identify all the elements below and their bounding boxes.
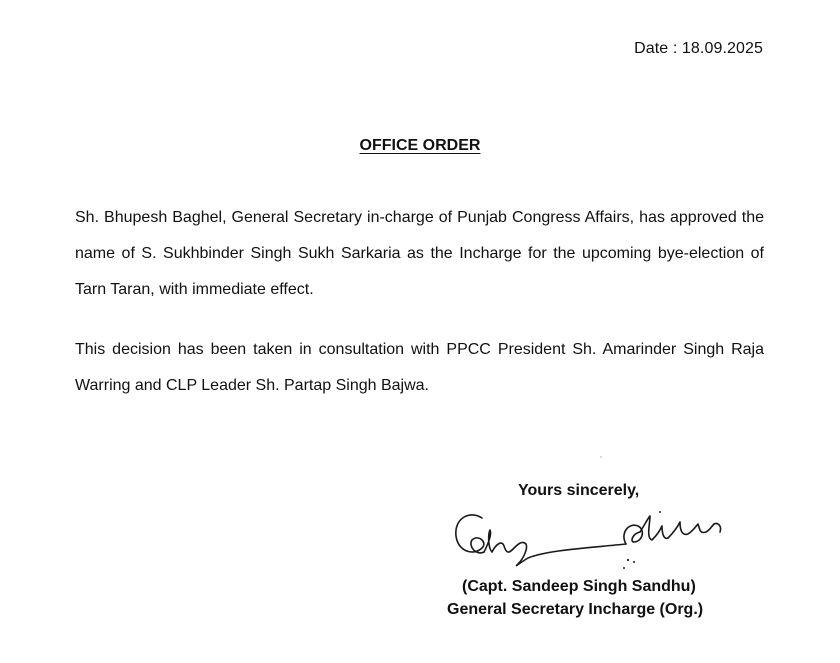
closing-salutation: Yours sincerely, <box>518 482 640 499</box>
order-paragraph-2: This decision has been taken in consultation with PPCC President Sh. Amarinder Singh Raja Warring and CLP Leader Sh. Partap Singh Bajwa. <box>75 341 764 394</box>
scan-speck <box>600 456 602 458</box>
order-paragraph-1: Sh. Bhupesh Baghel, General Secretary in-charge of Punjab Congress Affairs, has approved the name of S. Sukhbinder Singh Sukh Sarkaria as the Incharge for the upcoming bye-election of Tarn Taran, with immediate effect. <box>75 209 764 298</box>
signature-icon <box>448 504 738 576</box>
signatory-designation: General Secretary Incharge (Org.) <box>447 601 704 618</box>
document-title: OFFICE ORDER <box>359 137 481 154</box>
signatory-name: (Capt. Sandeep Singh Sandhu) <box>462 578 696 595</box>
order-date: Date : 18.09.2025 <box>634 40 763 57</box>
